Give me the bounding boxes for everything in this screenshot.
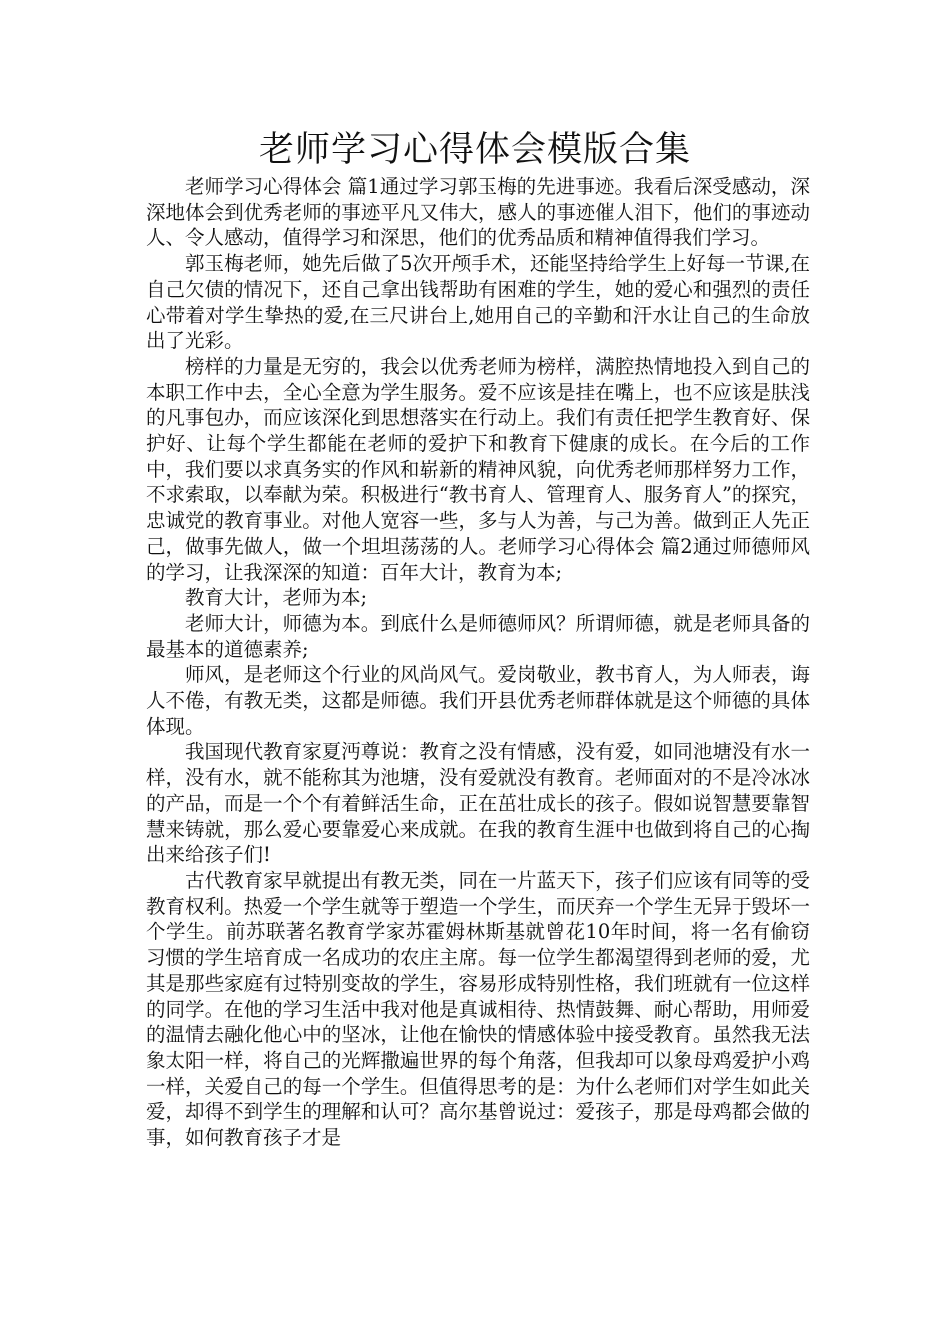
paragraph-2: 郭玉梅老师，她先后做了5次开颅手术，还能坚持给学生上好每一节课,在自己欠债的情况下，还自己拿出钱帮助有困难的学生，她的爱心和强烈的责任心带着对学生挚热的爱,在三尺讲台上,她用自己的辛勤和汗水让自己的生命放出了光彩。 xyxy=(146,252,810,353)
paragraph-5: 老师大计，师德为本。到底什么是师德师风？所谓师德，就是老师具备的最基本的道德素养; xyxy=(146,611,810,661)
paragraph-8: 古代教育家早就提出有教无类，同在一片蓝天下，孩子们应该有同等的受教育权利。热爱一个学生就等于塑造一个学生，而厌弃一个学生无异于毁坏一个学生。前苏联著名教育学家苏霍姆林斯基就曾花10年时间，将一名有偷窃习惯的学生培育成一名成功的农庄主席。每一位学生都渴望得到老师的爱，尤其是那些家庭有过特别变故的学生，容易形成特别性格，我们班就有一位这样的同学。在他的学习生活中我对他是真诚相待、热情鼓舞、耐心帮助，用师爱的温情去融化他心中的坚冰，让他在愉快的情感体验中接受教育。虽然我无法象太阳一样，将自己的光辉撒遍世界的每个角落，但我却可以象母鸡爱护小鸡一样，关爱自己的每一个学生。但值得思考的是：为什么老师们对学生如此关爱，却得不到学生的理解和认可？高尔基曾说过：爱孩子，那是母鸡都会做的事，如何教育孩子才是 xyxy=(146,868,810,1150)
paragraph-3: 榜样的力量是无穷的，我会以优秀老师为榜样，满腔热情地投入到自己的本职工作中去，全心全意为学生服务。爱不应该是挂在嘴上，也不应该是肤浅的凡事包办，而应该深化到思想落实在行动上。我们有责任把学生教育好、保护好、让每个学生都能在老师的爱护下和教育下健康的成长。在今后的工作中，我们要以求真务实的作风和崭新的精神风貌，向优秀老师那样努力工作，不求索取，以奉献为荣。积极进行“教书育人、管理育人、服务育人”的探究，忠诚党的教育事业。对他人宽容一些，多与人为善，与己为善。做到正人先正己，做事先做人，做一个坦坦荡荡的人。老师学习心得体会 篇2通过师德师风的学习，让我深深的知道：百年大计，教育为本; xyxy=(146,354,810,584)
paragraph-1: 老师学习心得体会 篇1通过学习郭玉梅的先进事迹。我看后深受感动，深深地体会到优秀老师的事迹平凡又伟大，感人的事迹催人泪下，他们的事迹动人、令人感动，值得学习和深思，他们的优秀品质和精神值得我们学习。 xyxy=(146,175,810,250)
paragraph-7: 我国现代教育家夏沔尊说：教育之没有情感，没有爱，如同池塘没有水一样，没有水，就不能称其为池塘，没有爱就没有教育。老师面对的不是冷冰冰的产品，而是一个个有着鲜活生命，正在茁壮成长的孩子。假如说智慧要靠智慧来铸就，那么爱心要靠爱心来成就。在我的教育生涯中也做到将自己的心掏出来给孩子们! xyxy=(146,740,810,867)
document-body xyxy=(146,174,810,1151)
paragraph-4: 教育大计，老师为本; xyxy=(185,586,368,610)
paragraph-6: 师风，是老师这个行业的风尚风气。爱岗敬业，教书育人，为人师表，诲人不倦，有教无类，这都是师德。我们开县优秀老师群体就是这个师德的具体体现。 xyxy=(146,663,810,738)
document-title: 老师学习心得体会模版合集 xyxy=(258,130,691,170)
